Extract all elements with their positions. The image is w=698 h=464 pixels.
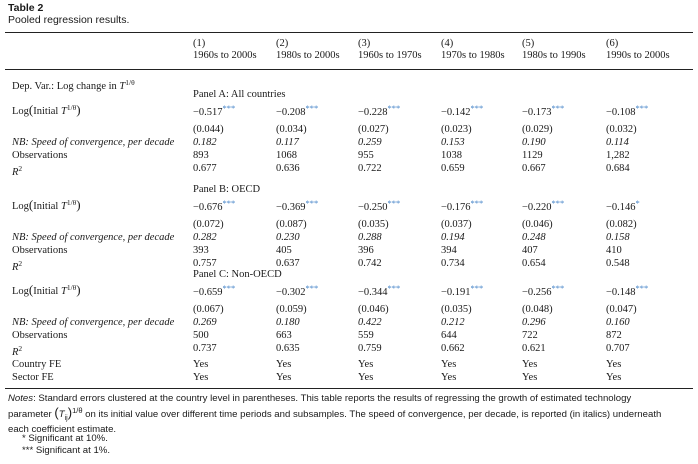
coefficient-cell [522, 102, 564, 119]
coefficient-value: −0.369 [276, 202, 306, 213]
convergence-speed: 0.114 [606, 137, 629, 148]
coefficient-cell [522, 282, 564, 299]
standard-error: (0.044) [193, 124, 224, 135]
column-period: 1980s to 2000s [276, 50, 340, 61]
paren-open: ( [28, 102, 34, 117]
observations-label: Observations [12, 150, 68, 161]
header-rule [5, 69, 693, 70]
coefficient-value: −0.173 [522, 107, 552, 118]
standard-error: (0.059) [276, 304, 307, 315]
tech-var: T [60, 286, 67, 297]
observations-value: 410 [606, 245, 622, 256]
fixed-effect-value: Yes [441, 359, 457, 370]
tech-exp: 1/θ [66, 103, 77, 112]
column-period: 1990s to 2000s [606, 50, 670, 61]
r-squared-label [12, 258, 22, 274]
coefficient-cell [358, 102, 400, 119]
fixed-effect-value: Yes [606, 359, 622, 370]
fixed-effect-value: Yes [193, 359, 209, 370]
log-initial-label [12, 102, 81, 118]
coefficient-cell [358, 197, 400, 214]
coefficient-value: −0.517 [193, 107, 223, 118]
significance-stars: *** [635, 103, 649, 113]
coefficient-cell [522, 197, 564, 214]
log-text: Log [12, 286, 29, 297]
r-exp: 2 [18, 259, 23, 268]
r-exp: 2 [18, 164, 23, 173]
convergence-speed: 0.282 [193, 232, 217, 243]
log-initial-label [12, 282, 81, 298]
significance-stars: *** [222, 198, 236, 208]
fixed-effect-label: Country FE [12, 359, 62, 370]
convergence-speed: 0.194 [441, 232, 465, 243]
convergence-speed: 0.182 [193, 137, 217, 148]
observations-value: 893 [193, 150, 209, 161]
r-var: R [12, 167, 19, 178]
coefficient-value: −0.208 [276, 107, 306, 118]
significance-stars: *** [305, 198, 319, 208]
significance-stars: *** [635, 283, 649, 293]
coefficient-value: −0.250 [358, 202, 388, 213]
r-squared-value: 0.759 [358, 343, 382, 354]
coefficient-value: −0.108 [606, 107, 636, 118]
convergence-speed: 0.422 [358, 317, 382, 328]
standard-error: (0.046) [358, 304, 389, 315]
initial-text: Initial [33, 286, 61, 297]
coefficient-cell [441, 197, 483, 214]
dep-var-label: Dep. Var.: Log change in $T^{1/\theta}$ [12, 78, 135, 92]
standard-error: (0.082) [606, 219, 637, 230]
column-period: 1960s to 1970s [358, 50, 422, 61]
significance-stars: * [635, 198, 640, 208]
speed-label: NB: Speed of convergence, per decade [12, 317, 175, 328]
column-number: (2) [276, 38, 289, 49]
coefficient-cell [606, 102, 648, 119]
significance-stars: *** [222, 283, 236, 293]
tech-exp: 1/θ [66, 198, 77, 207]
observations-value: 1129 [522, 150, 543, 161]
log-initial-label [12, 197, 81, 213]
r-squared-value: 0.684 [606, 163, 630, 174]
coefficient-cell [441, 102, 483, 119]
convergence-speed: 0.153 [441, 137, 465, 148]
observations-value: 1068 [276, 150, 297, 161]
top-rule [5, 32, 693, 33]
coefficient-cell [193, 282, 235, 299]
column-period: 1970s to 1980s [441, 50, 505, 61]
table-caption: Pooled regression results. [8, 14, 130, 26]
r-squared-value: 0.707 [606, 343, 630, 354]
fixed-effect-value: Yes [276, 372, 292, 383]
coefficient-value: −0.220 [522, 202, 552, 213]
tech-var: T [60, 106, 67, 117]
significance-stars: *** [305, 103, 319, 113]
coefficient-value: −0.176 [441, 202, 471, 213]
r-squared-value: 0.734 [441, 258, 465, 269]
r-squared-value: 0.548 [606, 258, 630, 269]
standard-error: (0.029) [522, 124, 553, 135]
coefficient-cell [193, 197, 235, 214]
coefficient-value: −0.148 [606, 287, 636, 298]
paren-close: ) [76, 102, 81, 117]
standard-error: (0.034) [276, 124, 307, 135]
observations-value: 407 [522, 245, 538, 256]
significance-stars: *** [551, 198, 565, 208]
observations-value: 396 [358, 245, 374, 256]
convergence-speed: 0.230 [276, 232, 300, 243]
speed-label: NB: Speed of convergence, per decade [12, 137, 175, 148]
coefficient-cell [276, 197, 318, 214]
footnote-10pct: * Significant at 10%. [22, 433, 108, 444]
convergence-speed: 0.259 [358, 137, 382, 148]
convergence-speed: 0.269 [193, 317, 217, 328]
observations-value: 1,282 [606, 150, 630, 161]
significance-stars: *** [387, 103, 401, 113]
r-squared-value: 0.636 [276, 163, 300, 174]
standard-error: (0.048) [522, 304, 553, 315]
r-exp: 2 [18, 344, 23, 353]
observations-value: 394 [441, 245, 457, 256]
coefficient-cell [276, 102, 318, 119]
column-period: 1980s to 1990s [522, 50, 586, 61]
r-squared-value: 0.637 [276, 258, 300, 269]
fixed-effect-value: Yes [193, 372, 209, 383]
significance-stars: *** [470, 198, 484, 208]
r-squared-value: 0.662 [441, 343, 465, 354]
log-text: Log [12, 106, 29, 117]
paren-close: ) [76, 282, 81, 297]
bottom-rule [5, 388, 693, 389]
standard-error: (0.037) [441, 219, 472, 230]
convergence-speed: 0.296 [522, 317, 546, 328]
r-squared-label [12, 163, 22, 179]
coefficient-cell [276, 282, 318, 299]
fixed-effect-value: Yes [606, 372, 622, 383]
coefficient-value: −0.659 [193, 287, 223, 298]
significance-stars: *** [222, 103, 236, 113]
r-var: R [12, 347, 19, 358]
column-number: (6) [606, 38, 619, 49]
r-squared-label [12, 343, 22, 359]
column-number: (1) [193, 38, 206, 49]
fixed-effect-value: Yes [358, 359, 374, 370]
significance-stars: *** [387, 283, 401, 293]
coefficient-value: −0.146 [606, 202, 636, 213]
significance-stars: *** [551, 103, 565, 113]
standard-error: (0.032) [606, 124, 637, 135]
standard-error: (0.046) [522, 219, 553, 230]
coefficient-value: −0.191 [441, 287, 471, 298]
observations-value: 500 [193, 330, 209, 341]
coefficient-cell [606, 282, 648, 299]
coefficient-cell [358, 282, 400, 299]
fixed-effect-value: Yes [441, 372, 457, 383]
fixed-effect-value: Yes [358, 372, 374, 383]
convergence-speed: 0.160 [606, 317, 630, 328]
observations-value: 872 [606, 330, 622, 341]
convergence-speed: 0.248 [522, 232, 546, 243]
standard-error: (0.027) [358, 124, 389, 135]
table-label: Table 2 [8, 2, 44, 14]
tech-var: T [60, 201, 67, 212]
observations-value: 1038 [441, 150, 462, 161]
significance-stars: *** [470, 283, 484, 293]
column-number: (4) [441, 38, 454, 49]
r-squared-value: 0.659 [441, 163, 465, 174]
convergence-speed: 0.180 [276, 317, 300, 328]
fixed-effect-value: Yes [522, 359, 538, 370]
significance-stars: *** [470, 103, 484, 113]
coefficient-value: −0.344 [358, 287, 388, 298]
observations-value: 644 [441, 330, 457, 341]
paren-open: ( [28, 197, 34, 212]
standard-error: (0.047) [606, 304, 637, 315]
initial-text: Initial [33, 106, 61, 117]
significance-stars: *** [305, 283, 319, 293]
coefficient-cell [193, 102, 235, 119]
coefficient-value: −0.142 [441, 107, 471, 118]
convergence-speed: 0.288 [358, 232, 382, 243]
footnote-1pct: *** Significant at 1%. [22, 445, 110, 456]
coefficient-cell [441, 282, 483, 299]
fixed-effect-label: Sector FE [12, 372, 54, 383]
convergence-speed: 0.190 [522, 137, 546, 148]
fixed-effect-value: Yes [276, 359, 292, 370]
observations-label: Observations [12, 330, 68, 341]
r-squared-value: 0.677 [193, 163, 217, 174]
coefficient-value: −0.676 [193, 202, 223, 213]
column-number: (3) [358, 38, 371, 49]
r-squared-value: 0.635 [276, 343, 300, 354]
r-var: R [12, 262, 19, 273]
observations-value: 955 [358, 150, 374, 161]
observations-value: 559 [358, 330, 374, 341]
observations-value: 405 [276, 245, 292, 256]
speed-label: NB: Speed of convergence, per decade [12, 232, 175, 243]
significance-stars: *** [551, 283, 565, 293]
column-number: (5) [522, 38, 535, 49]
standard-error: (0.087) [276, 219, 307, 230]
standard-error: (0.035) [441, 304, 472, 315]
significance-stars: *** [387, 198, 401, 208]
r-squared-value: 0.742 [358, 258, 382, 269]
r-squared-value: 0.621 [522, 343, 546, 354]
paren-close: ) [76, 197, 81, 212]
convergence-speed: 0.212 [441, 317, 465, 328]
observations-value: 393 [193, 245, 209, 256]
panel-title: Panel C: Non-OECD [193, 269, 282, 280]
panel-title: Panel A: All countries [193, 89, 286, 100]
r-squared-value: 0.654 [522, 258, 546, 269]
r-squared-value: 0.722 [358, 163, 382, 174]
standard-error: (0.067) [193, 304, 224, 315]
tech-exp: 1/θ [66, 283, 77, 292]
coefficient-cell [606, 197, 640, 214]
paren-open: ( [28, 282, 34, 297]
column-period: 1960s to 2000s [193, 50, 257, 61]
coefficient-value: −0.256 [522, 287, 552, 298]
standard-error: (0.035) [358, 219, 389, 230]
standard-error: (0.023) [441, 124, 472, 135]
observations-value: 722 [522, 330, 538, 341]
convergence-speed: 0.158 [606, 232, 630, 243]
observations-value: 663 [276, 330, 292, 341]
panel-title: Panel B: OECD [193, 184, 261, 195]
r-squared-value: 0.667 [522, 163, 546, 174]
coefficient-value: −0.302 [276, 287, 306, 298]
standard-error: (0.072) [193, 219, 224, 230]
r-squared-value: 0.737 [193, 343, 217, 354]
table-notes: Notes: Standard errors clustered at the country level in parentheses. This table reports the results of regressing the growth of estimated technology parameter $(T_{ij})^{1/\theta}$ on its initial value over different time periods and subsamples. The speed of convergence, per decade, is reported (in italics) underneath each coefficient estimate. [8, 393, 662, 435]
log-text: Log [12, 201, 29, 212]
convergence-speed: 0.117 [276, 137, 299, 148]
initial-text: Initial [33, 201, 61, 212]
r-squared-value: 0.757 [193, 258, 217, 269]
observations-label: Observations [12, 245, 68, 256]
coefficient-value: −0.228 [358, 107, 388, 118]
fixed-effect-value: Yes [522, 372, 538, 383]
